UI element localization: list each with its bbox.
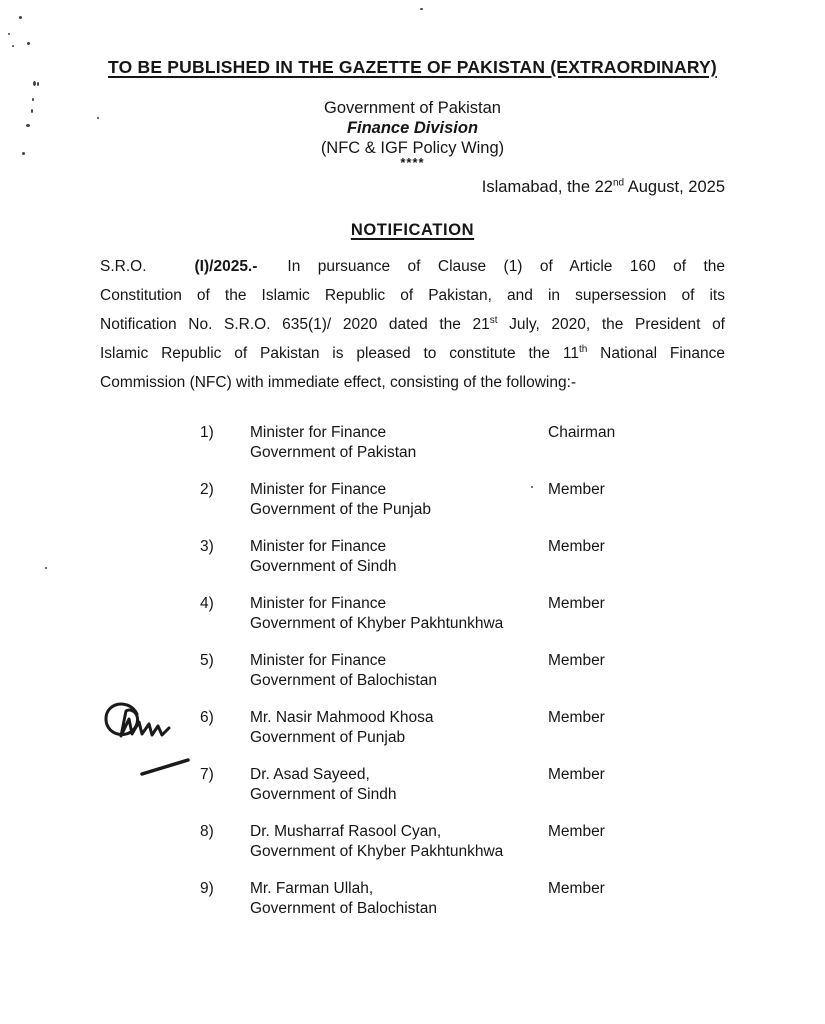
body-paragraph	[100, 252, 725, 397]
member-row	[200, 594, 725, 633]
member-role: Chairman	[548, 424, 616, 441]
member-role: Member	[548, 766, 605, 783]
member-government: Government of Balochistan	[250, 899, 437, 917]
member-number: 8)	[200, 823, 214, 840]
member-role: Member	[548, 709, 605, 726]
member-government: Government of Sindh	[250, 557, 397, 575]
member-government: Government of Punjab	[250, 728, 406, 746]
member-number: 1)	[200, 424, 214, 441]
member-title: Minister for Finance	[250, 652, 387, 669]
member-role: Member	[548, 595, 605, 612]
member-title: Minister for Finance	[250, 538, 387, 555]
sro-label: S.R.O.	[100, 258, 147, 275]
wing-line: (NFC & IGF Policy Wing)	[320, 139, 505, 157]
scan-speck	[97, 117, 99, 119]
scan-speck	[33, 81, 36, 86]
member-title: Minister for Finance	[250, 595, 387, 612]
member-government: Government of Khyber Pakhtunkhwa	[250, 842, 504, 860]
member-role: Member	[548, 538, 605, 555]
member-number: 6)	[200, 709, 214, 726]
member-row	[200, 708, 725, 747]
member-row	[200, 423, 725, 462]
member-name	[250, 537, 548, 576]
member-number: 4)	[200, 595, 214, 612]
ordinal-st: st	[489, 314, 498, 326]
ordinal-th: th	[578, 343, 588, 355]
member-role: Member	[548, 652, 605, 669]
scan-speck	[26, 124, 30, 127]
commission-members-list	[200, 423, 725, 918]
handwritten-signature	[95, 694, 205, 786]
member-government: Government of Khyber Pakhtunkhwa	[250, 614, 504, 632]
para-line-4	[100, 339, 725, 368]
member-row	[200, 480, 725, 519]
member-name	[250, 879, 548, 918]
para-line-3	[100, 310, 725, 339]
para-text: July, 2020, the President of	[497, 316, 725, 333]
member-role: Member	[548, 481, 605, 498]
member-government: Government of the Punjab	[250, 500, 431, 518]
scan-speck	[19, 16, 22, 19]
member-government: Government of Balochistan	[250, 671, 437, 689]
scan-speck	[8, 33, 10, 35]
scan-speck	[12, 45, 14, 47]
member-title: Dr. Musharraf Rasool Cyan,	[250, 823, 442, 840]
para-line-5: Commission (NFC) with immediate effect, consisting of the following:-	[100, 374, 577, 391]
member-number: 9)	[200, 880, 214, 897]
member-name	[250, 765, 548, 804]
member-name	[250, 651, 548, 690]
member-row	[200, 765, 725, 804]
member-row	[200, 822, 725, 861]
member-name	[250, 708, 548, 747]
member-number: 5)	[200, 652, 214, 669]
member-role: Member	[548, 823, 605, 840]
member-number: 2)	[200, 481, 214, 498]
member-row	[200, 537, 725, 576]
member-number: 3)	[200, 538, 214, 555]
para-text: Islamic Republic of Pakistan is pleased to constitute the 11	[100, 345, 579, 362]
member-number: 7)	[200, 766, 214, 783]
dateline-text: Islamabad, the 22	[481, 178, 613, 196]
scan-speck	[22, 152, 25, 155]
government-line: Government of Pakistan	[323, 99, 501, 117]
member-title: Mr. Farman Ullah,	[250, 880, 374, 897]
member-role: Member	[548, 880, 605, 897]
sro-number: (I)/2025.-	[194, 258, 258, 275]
para-text: Notification No. S.R.O. 635(1)/ 2020 dated the 21	[100, 316, 490, 333]
division-line: Finance Division	[346, 119, 479, 137]
member-name	[250, 423, 548, 462]
para-line-1	[100, 252, 725, 281]
scan-speck	[45, 567, 47, 569]
scan-speck	[27, 42, 30, 45]
issuing-authority-block	[100, 98, 725, 168]
member-government: Government of Sindh	[250, 785, 397, 803]
member-title: Mr. Nasir Mahmood Khosa	[250, 709, 434, 726]
member-title: Minister for Finance	[250, 424, 387, 441]
member-name	[250, 480, 548, 519]
scan-speck	[32, 98, 34, 101]
para-text: In pursuance of Clause (1) of Article 160 of the	[287, 258, 725, 275]
member-government: Government of Pakistan	[250, 443, 417, 461]
separator-stars: ****	[400, 155, 425, 170]
gazette-banner: TO BE PUBLISHED IN THE GAZETTE OF PAKISTAN (EXTRAORDINARY)	[108, 57, 717, 77]
scan-speck	[37, 82, 39, 86]
para-text: National Finance	[587, 345, 726, 362]
member-title: Dr. Asad Sayeed,	[250, 766, 370, 783]
para-line-2: Constitution of the Islamic Republic of Pakistan, and in supersession of its	[100, 287, 725, 304]
scan-speck	[420, 8, 423, 10]
notification-heading: NOTIFICATION	[350, 221, 475, 239]
dateline	[100, 178, 725, 197]
scan-speck	[31, 109, 33, 113]
member-row	[200, 879, 725, 918]
member-row	[200, 651, 725, 690]
member-title: Minister for Finance	[250, 481, 387, 498]
dateline-ordinal: nd	[612, 177, 625, 189]
member-name	[250, 822, 548, 861]
dateline-rest: August, 2025	[624, 178, 725, 196]
member-name	[250, 594, 548, 633]
scan-speck	[531, 486, 533, 488]
